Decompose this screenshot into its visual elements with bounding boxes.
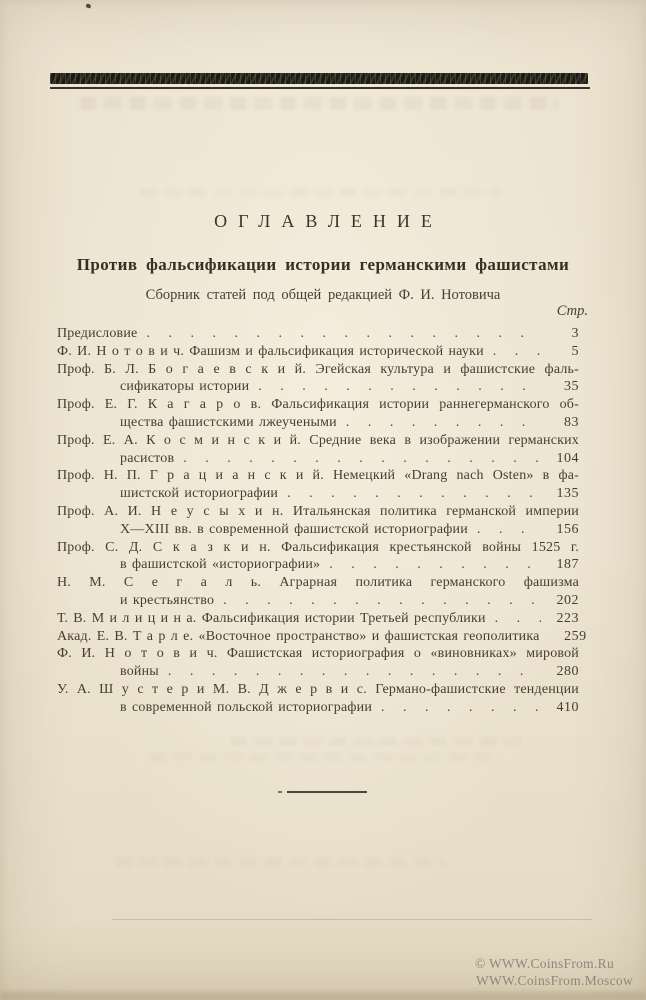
dot-leader (495, 610, 541, 628)
toc-line-text: в современной польской историографии (120, 699, 373, 715)
page-column-label: Стр. (556, 303, 588, 319)
bleedthrough-hairline (112, 919, 592, 920)
toc-page-number: 5 (571, 343, 579, 359)
watermark-line-1: © WWW.CoinsFrom.Ru (474, 956, 614, 971)
dot-leader (168, 663, 541, 681)
toc-line-text: Проф. А. И. Н е у с ы х и н. Итальянская политика германской империи (57, 503, 579, 519)
toc-line-text: в фашистской «историографии» (120, 557, 321, 573)
toc-line (57, 539, 579, 557)
dot-leader (381, 699, 541, 717)
toc-page-number: 223 (556, 610, 579, 626)
toc-line-text: Ф. И. Н о т о в и ч. Фашистская историография о «виновниках» мировой (57, 646, 579, 662)
toc-line-text: щества фашистскими лжеучеными (120, 414, 337, 430)
toc-line-text: Проф. Е. А. К о с м и н с к и й. Средние века в изображении германских (57, 432, 579, 448)
toc-line-text: Ф. И. Н о т о в и ч. Фашизм и фальсификация исторической науки (57, 343, 484, 359)
toc-page-number: 202 (556, 592, 579, 608)
dot-leader (223, 592, 541, 610)
book-title: Против фальсификации истории германскими фашистами (76, 255, 570, 274)
bleedthrough-ghost (150, 753, 502, 761)
toc-page-number: 135 (556, 486, 579, 502)
toc-line-text: сификаторы истории (120, 379, 250, 395)
toc-line (57, 467, 579, 485)
watermark-line-2: WWW.CoinsFrom.Moscow (476, 973, 633, 988)
dot-leader (329, 556, 541, 574)
bleedthrough-ghost (230, 737, 530, 746)
dot-leader (493, 343, 541, 361)
toc-line-text: войны (120, 664, 159, 680)
toc-page-number: 259 (564, 628, 587, 644)
toc-line-text: Акад. Е. В. Т а р л е. «Восточное пространство» и фашистская геополитика (57, 628, 540, 644)
dot-leader (287, 485, 541, 503)
toc-list (57, 325, 587, 717)
toc-page-number: 35 (564, 379, 579, 395)
toc-line (57, 681, 579, 699)
toc-page-number: 410 (556, 699, 579, 715)
dot-leader (146, 325, 541, 343)
toc-line-text: Предисловие (57, 326, 138, 341)
dot-leader (477, 521, 541, 539)
toc-line (57, 645, 579, 663)
toc-line-text: У. А. Ш у с т е р и М. В. Д ж е р в и с. Германо-фашистские тенденции (57, 681, 579, 697)
dot-leader (258, 378, 541, 396)
toc-page-number: 3 (571, 326, 579, 341)
toc-line (57, 325, 579, 343)
toc-line (57, 450, 579, 468)
toc-line (57, 343, 579, 361)
toc-page-number: 156 (556, 521, 579, 537)
toc-line (57, 432, 579, 450)
toc-line-text: Проф. Б. Л. Б о г а е в с к и й. Эгейская культура и фашистские фаль- (57, 361, 579, 377)
bleedthrough-ghost (80, 97, 558, 110)
toc-line-text: расистов (120, 450, 175, 466)
toc-line-text: шистской историографии (120, 486, 279, 502)
toc-line (57, 396, 579, 414)
page-edge-shade (0, 992, 646, 1000)
dot-leader (183, 450, 541, 468)
toc-line (57, 592, 579, 610)
bleedthrough-ghost (140, 188, 502, 197)
toc-line-text: и крестьянство (120, 592, 215, 608)
toc-line-text: Проф. Е. Г. К а г а р о в. Фальсификация истории раннегерманского об- (57, 397, 579, 413)
toc-page-number: 83 (564, 414, 579, 430)
toc-page-number: 187 (556, 557, 579, 573)
toc-line (57, 628, 587, 646)
toc-line (57, 361, 579, 379)
toc-line (57, 414, 579, 432)
toc-line (57, 485, 579, 503)
toc-line-text: X—XIII вв. в современной фашистской историографии (120, 521, 468, 537)
toc-line (57, 699, 579, 717)
bleedthrough-ghost (115, 857, 445, 867)
dot-leader (346, 414, 541, 432)
toc-line (57, 503, 579, 521)
toc-line-text: Проф. Н. П. Г р а ц и а н с к и й. Немецкий «Drang nach Osten» в фа- (57, 468, 579, 484)
toc-line (57, 556, 579, 574)
toc-line (57, 378, 579, 396)
toc-line-text: Проф. С. Д. С к а з к и н. Фальсификация крестьянской войны 1525 г. (57, 539, 579, 555)
header-rule (50, 87, 590, 89)
section-separator-rule (287, 791, 367, 793)
page-title: ОГЛАВЛЕНИЕ (214, 211, 443, 231)
toc-line (57, 663, 579, 681)
toc-page-number: 104 (556, 450, 579, 466)
editor-line: Сборник статей под общей редакцией Ф. И. Нотовича (145, 287, 501, 303)
toc-line-text: Т. В. М и л и ц и н а. Фальсификация истории Третьей республики (57, 610, 486, 626)
toc-line (57, 610, 579, 628)
toc-line (57, 521, 579, 539)
header-ornament-bar (50, 73, 588, 84)
toc-page-number: 280 (556, 664, 579, 680)
scan-speck (85, 3, 91, 8)
watermark (475, 955, 633, 989)
toc-line (57, 574, 579, 592)
toc-line-text: Н. М. С е г а л ь. Аграрная политика германского фашизма (57, 575, 579, 591)
